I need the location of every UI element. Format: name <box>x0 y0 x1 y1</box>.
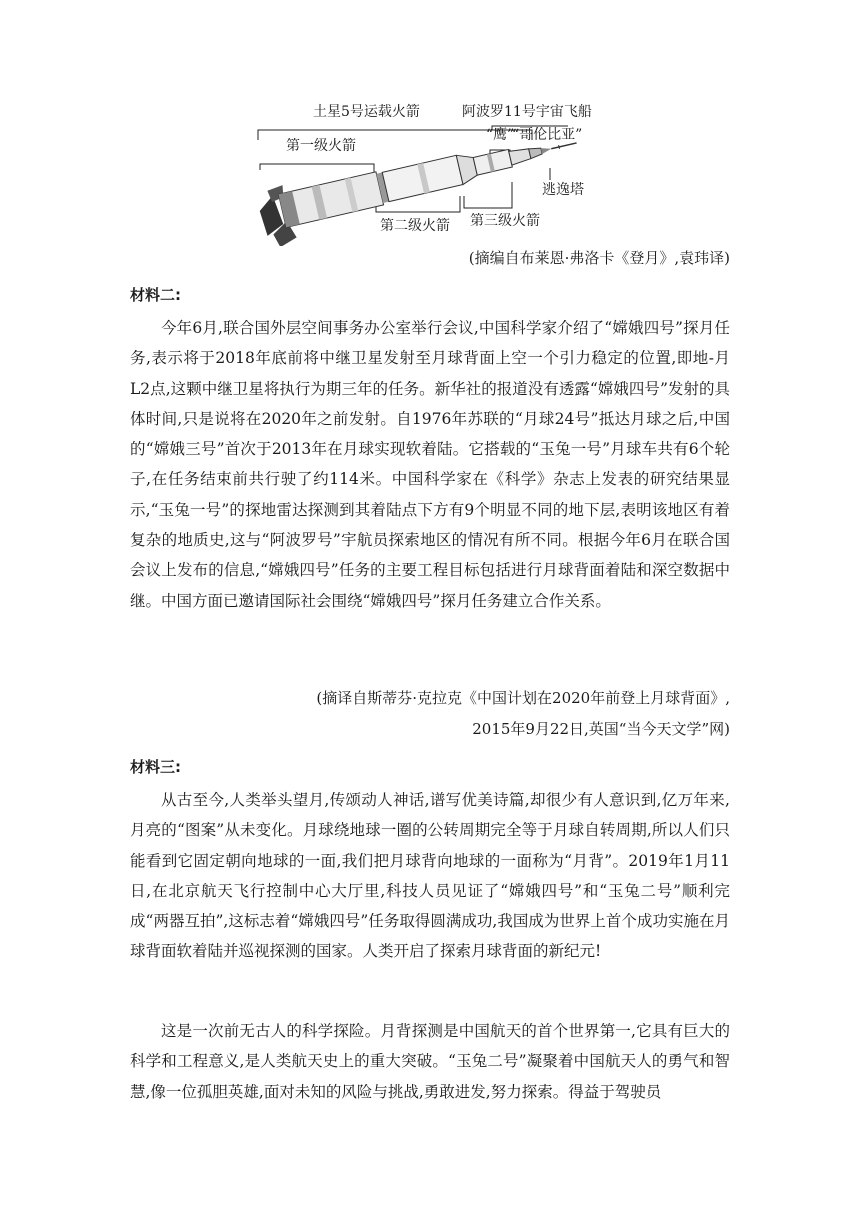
label-second-stage: 第二级火箭 <box>380 218 450 234</box>
material2-body: 今年6月,联合国外层空间事务办公室举行会议,中国科学家介绍了“嫦娥四号”探月任务,表示将于2018年底前将中继卫星发射至月球背面上空一个引力稳定的位置,即地-月L2点,这颗中继卫星将执行为期三年的任务。新华社的报道没有透露“嫦娥四号”发射的具体时间,只是说将在2020年之前发射。自1976年苏联的“月球24号”抵达月球之后,中国的“嫦娥三号”首次于2013年在月球实现软着陆。它搭载的“玉兔一号”月球车共有6个轮子,在任务结束前共行驶了约114米。中国科学家在《科学》杂志上发表的研究结果显示,“玉兔一号”的探地雷达探测到其着陆点下方有9个明显不同的地下层,表明该地区有着复杂的地质史,这与“阿波罗号”宇航员探索地区的情况有所不同。根据今年6月在联合国会议上发布的信息,“嫦娥四号”任务的主要工程目标包括进行月球背面着陆和深空数据中继。中国方面已邀请国际社会围绕“嫦娥四号”探月任务建立合作关系。 <box>130 319 730 610</box>
label-apollo-ship: 阿波罗11号宇宙飞船 <box>462 104 592 120</box>
label-columbia: “哥伦比亚” <box>512 127 583 143</box>
material3-para1: 从古至今,人类举头望月,传颂动人神话,谱写优美诗篇,却很少有人意识到,亿万年来,月亮的“图案”从未变化。月球绕地球一圈的公转周期完全等于月球自转周期,所以人们只能看到它固定朝向地球的一面,我们把月球背向地球的一面称为“月背”。2019年1月11日,在北京航天飞行控制中心大厅里,科技人员见证了“嫦娥四号”和“玉兔二号”顺利完成“两器互拍”,这标志着“嫦娥四号”任务取得圆满成功,我国成为世界上首个成功实施在月球背面软着陆并巡视探测的国家。人类开启了探索月球背面的新纪元! <box>130 791 730 961</box>
label-first-stage: 第一级火箭 <box>286 138 356 154</box>
saturn-v-rocket-figure <box>250 96 590 246</box>
figure-source: (摘编自布莱恩·弗洛卡《登月》,袁玮译) <box>468 249 730 267</box>
material2-source-line2: 2015年9月22日,英国“当今天文学”网) <box>472 720 730 738</box>
label-saturn-rocket: 土星5号运载火箭 <box>313 104 420 120</box>
material3-para2: 这是一次前无古人的科学探险。月背探测是中国航天的首个世界第一,它具有巨大的科学和工程意义,是人类航天史上的重大突破。“玉兔二号”凝聚着中国航天人的勇气和智慧,像一位孤胆英雄,面对未知的风险与挑战,勇敢进发,努力探索。得益于驾驶员 <box>130 1022 730 1101</box>
label-eagle: “鹰” <box>486 127 515 143</box>
material3-heading: 材料三: <box>130 758 181 776</box>
label-third-stage: 第三级火箭 <box>470 213 540 229</box>
material2-heading: 材料二: <box>130 286 181 304</box>
label-escape-tower: 逃逸塔 <box>542 182 584 198</box>
material2-source-line1: (摘译自斯蒂芬·克拉克《中国计划在2020年前登上月球背面》, <box>316 689 730 707</box>
